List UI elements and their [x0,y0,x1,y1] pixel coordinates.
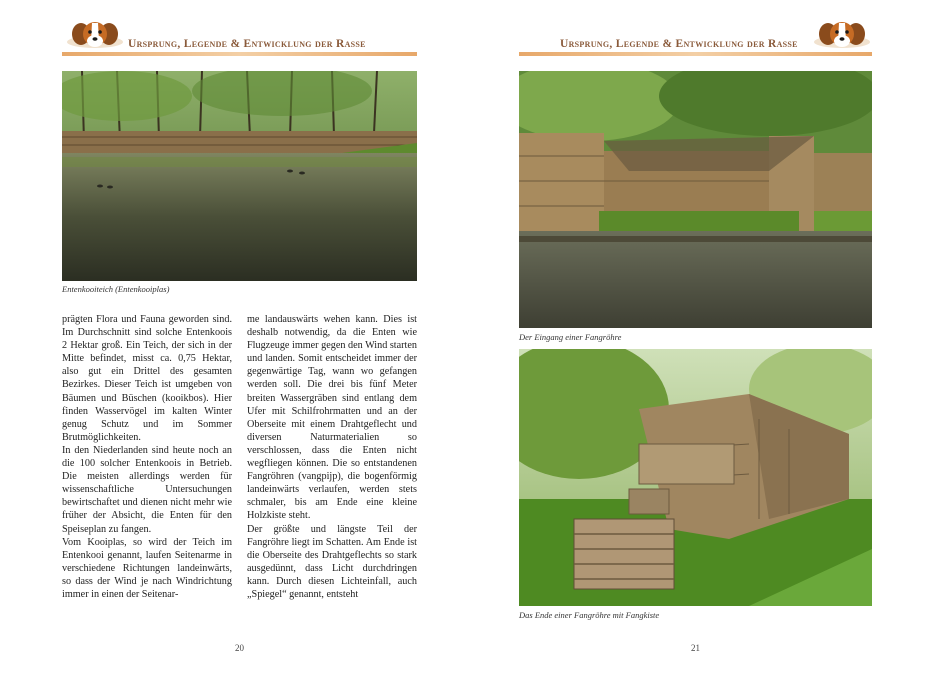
paragraph: In den Niederlanden sind heute noch an die 100 solcher Entenkoois in Betrieb. Die meisten allerdings werden für wissenschaftliche Untersuchungen bewirtschaftet und dienen nicht mehr wie früher der Absicht, die Enten für den Speiseplan zu fangen. [62,444,232,535]
dog-head-icon [812,18,872,50]
page-number-right: 21 [691,643,700,653]
trap-end-photo [519,349,872,606]
header-rule [519,52,872,56]
text-column-2 [247,313,417,601]
photo-caption: Der Eingang einer Fangröhre [519,332,622,342]
page-number-left: 20 [235,643,244,653]
text-column-1 [62,313,232,601]
pond-photo [62,71,417,281]
paragraph: me landauswärts wehen kann. Dies ist deshalb notwendig, da die Enten wie Flugzeuge immer gegen den Wind starten und landen. Somit entscheidet immer der gegenwärtige Tag, wann wo gefangen werden soll. Die drei bis fünf Meter breiten Wassergräben sind entlang dem Ufer mit Schilfrohrmatten und an der Oberseite mit einem Drahtgeflecht und diversen Naturmaterialien so verschlossen, dass die Enten nicht wegfliegen können. Die so entstandenen Fangröhren (vangpijp), die bogenförmig landeinwärts verlaufen, werden stets schmaler, bis am Ende eine kleine Holzkiste steht. [247,314,417,522]
photo-caption: Das Ende einer Fangröhre mit Fangkiste [519,610,660,620]
paragraph: prägten Flora und Fauna geworden sind. Im Durchschnitt sind solche Entenkoois 2 Hektar groß. Ein Teich, der sich in der Mitte befindet, misst ca. 0,75 Hektar, also gut ein Drittel des gesamten Bezirkes. Dieser Teich ist umgeben von Bäumen und Büschen (kooikbos). Hier finden Wasservögel im kalten Winter genug Schutz und im Sommer Brutmöglichkeiten. [62,314,232,443]
dog-head-icon [65,18,125,50]
page-header-title: Ursprung, Legende & Entwicklung der Rasse [560,38,798,50]
photo-caption: Entenkooiteich (Entenkooiplas) [62,284,170,294]
paragraph: Vom Kooiplas, so wird der Teich im Entenkooi genannt, laufen Seitenarme in verschiedene Richtungen landeinwärts, so dass der Wind je nach Windrichtung immer in einen der Seitenar- [62,536,232,600]
trap-entrance-photo [519,71,872,328]
header-rule [62,52,417,56]
paragraph: Der größte und längste Teil der Fangröhre liegt im Schatten. Am Ende ist die Oberseite des Drahtgeflechts so stark ausgedünnt, dass Licht durchdringen kann. Durch diesen Lichteinfall, auch „Spiegel“ genannt, entsteht [247,523,417,600]
page-header-title: Ursprung, Legende & Entwicklung der Rasse [128,38,366,50]
